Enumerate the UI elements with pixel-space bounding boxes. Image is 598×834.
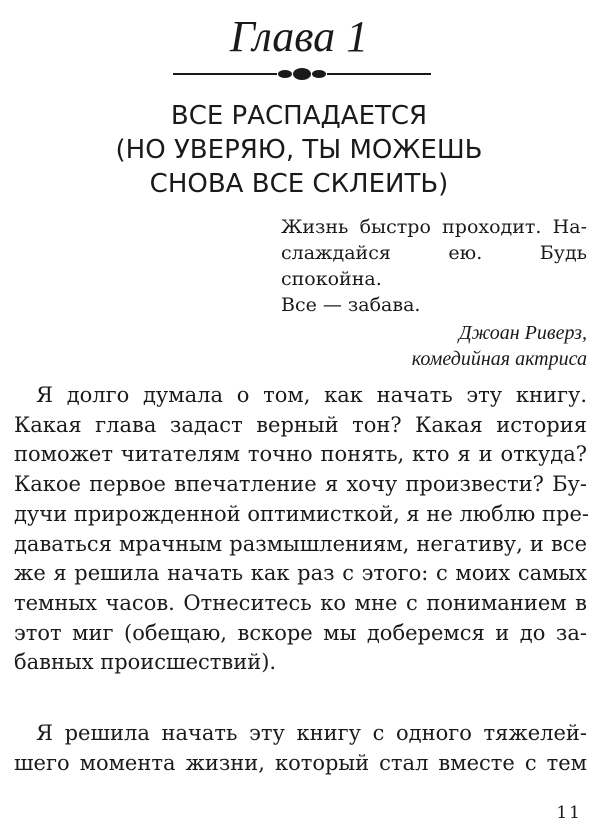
text-line: Я решила начать эту книгу с одного тяжелей- xyxy=(36,721,587,745)
epigraph-line: слаждайся ею. Будь спокойна. xyxy=(281,242,587,290)
chapter-heading: Глава 1 xyxy=(229,12,369,61)
epigraph-line: Жизнь быстро проходит. На- xyxy=(281,216,587,238)
text-line: бавных происшествий). xyxy=(14,650,277,675)
chapter-title xyxy=(0,99,598,201)
text-line: же я решила начать как раз с этого: с моих самых xyxy=(14,561,587,586)
text-line: темных часов. Отнеситесь ко мне с пониманием в xyxy=(14,590,587,615)
epigraph-line: Все — забава. xyxy=(281,294,421,316)
epigraph-author: Джоан Риверз, xyxy=(458,322,587,344)
title-line: СНОВА ВСЕ СКЛЕИТЬ) xyxy=(149,169,449,199)
title-line: (НО УВЕРЯЮ, ТЫ МОЖЕШЬ xyxy=(115,135,483,165)
text-line: дучи прирожденной оптимисткой, я не люблю пре- xyxy=(14,501,589,526)
paragraph-2 xyxy=(14,719,587,778)
paragraph-1 xyxy=(14,381,587,678)
text-line: поможет читателям точно понять, кто я и откуда? xyxy=(14,442,587,467)
title-line: ВСЕ РАСПАДАЕТСЯ xyxy=(170,101,428,131)
epigraph-author-role: комедийная актриса xyxy=(411,348,587,370)
text-line: Я долго думала о том, как начать эту книгу. xyxy=(36,383,587,407)
text-line: Какая глава задаст верный тон? Какая история xyxy=(14,412,587,437)
epigraph xyxy=(281,214,587,372)
text-line: даваться мрачным размышлениям, негативу, и все xyxy=(14,531,587,556)
ornament-divider xyxy=(173,64,431,84)
text-line: шего момента жизни, который стал вместе с тем xyxy=(14,750,587,775)
text-line: Какое первое впечатление я хочу произвести? Бу- xyxy=(14,472,587,497)
page-number: 11 xyxy=(556,803,582,823)
text-line: этот миг (обещаю, вскоре мы доберемся и до за- xyxy=(14,620,587,645)
